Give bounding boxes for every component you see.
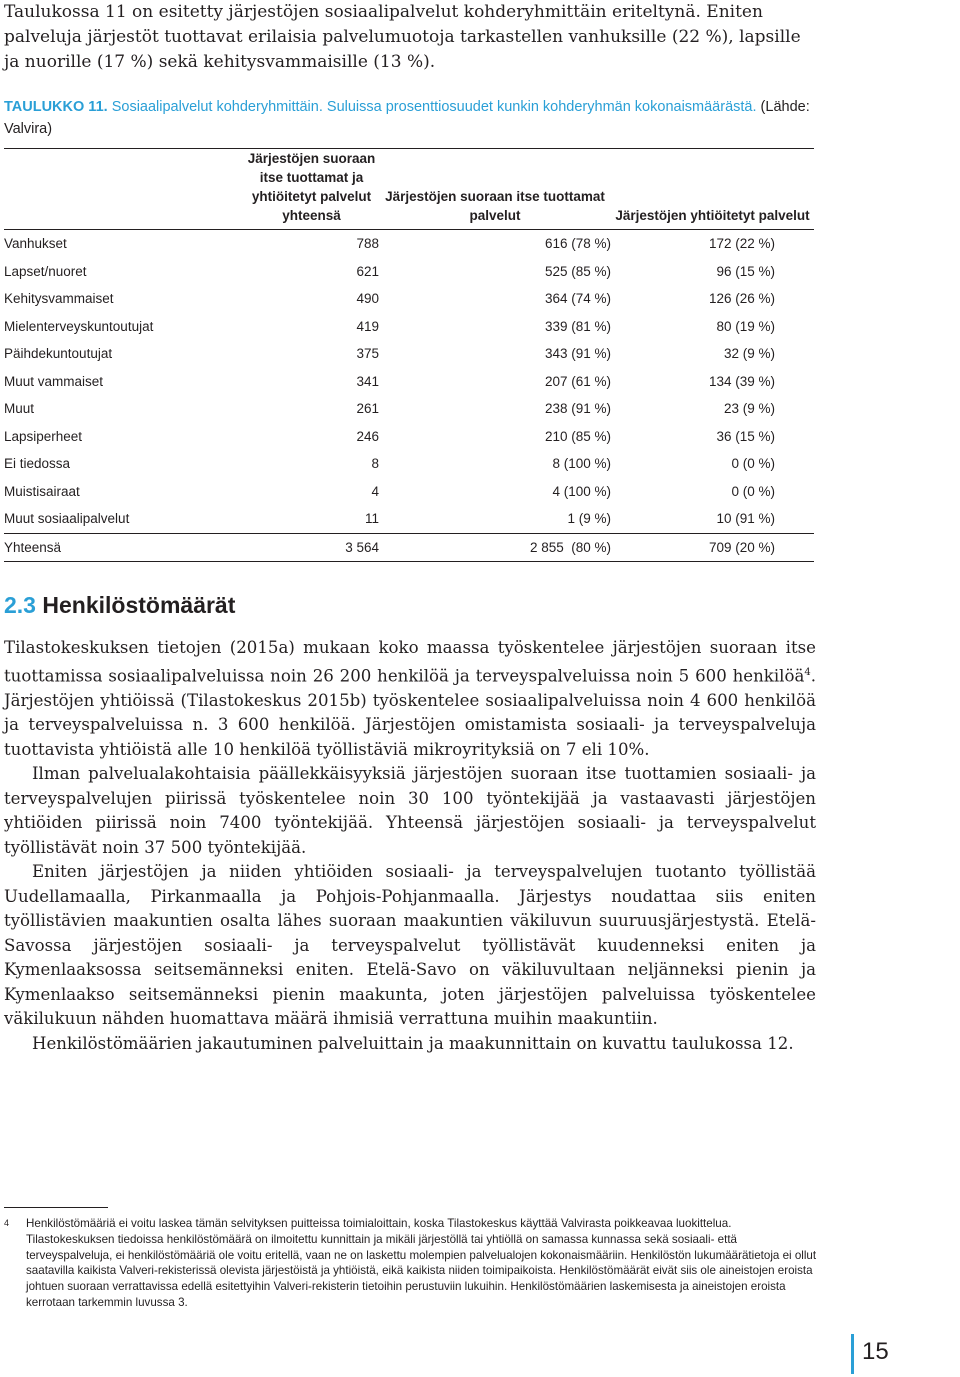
row-label: Muistisairaat [4, 483, 80, 499]
table-row [4, 258, 814, 286]
row-label: Lapset/nuoret [4, 263, 87, 279]
row-direct: 525 (85 %) [544, 263, 611, 279]
footnote [4, 1216, 820, 1311]
row-total: 11 [364, 511, 379, 527]
table-caption [4, 96, 834, 140]
table-row [4, 285, 814, 313]
footnote-text: Henkilöstömääriä ei voitu laskea tämän selvityksen puitteissa toimialoittain, koska Tilastokeskus käyttää Valvirasta poikkeavaa luokittelua. Tilastokeskuksen tiedoissa henkilöstömäärä on ilmoitettu kunnittain ja mikäli järjestöllä tai yhtiöllä on samassa kunnassa sekä sosiaali- että terveyspalveluja, ei henkilöstömääriä ole voitu eritellä, vaan ne on laskettu molempien palvelualojen kokonaismääriin. Henkilöstön lukumäärätietoja ei ollut saatavilla kaikista Valveri-rekisterissä olevista järjestöistä ja yhtiöistä, eikä kaikista niiden toimipaikoista. Henkilöstömäärät eivät siis ole aineistojen eroista johtuen suoraan verrattavissa edellä esitettyihin Valveri-rekisterin tietoihin perustuviin lukuihin. Henkilöstömäärien laskemisesta ja aineistojen eroista kerrotaan tarkemmin luvussa 3. [26, 1217, 817, 1309]
table-header-group [4, 149, 244, 230]
row-companies: 126 (26 %) [708, 291, 775, 307]
row-label: Ei tiedossa [4, 456, 71, 472]
table-header-direct: Järjestöjen suoraan itse tuottamat palvelut [379, 149, 611, 230]
body-paragraph-3: Eniten järjestöjen ja niiden yhtiöiden sosiaali- ja terveyspalvelujen tuotanto työllistää Uudellamaalla, Pirkanmaalla ja Pohjois-Pohjanmaalla. Järjestys noudattaa siis eniten työllistävien maakuntien osalta lähes suoraan maakuntien väkiluvun suuruusjärjestystä. Etelä-Savossa järjestöjen sosiaali- ja terveyspalvelut työllistävät kuudenneksi eniten ja Kymenlaaksossa seitsemänneksi eniten. Etelä-Savo on väkiluvultaan neljänneksi pienin ja Kymenlaakso seitsemänneksi pienin maakunta, joten järjestöjen palveluissa työskentelee väkilukuun nähden huomattava määrä ihmisiä verrattuna muihin maakuntiin. [4, 862, 816, 1029]
row-direct: 8 (100 %) [552, 456, 611, 472]
total-companies: 709 (20 %) [611, 533, 814, 562]
total-direct: 2 855 (80 %) [379, 533, 611, 562]
row-total: 490 [356, 291, 379, 307]
row-label: Vanhukset [4, 236, 67, 252]
table-header-total: Järjestöjen suoraan itse tuottamat ja yhtiöitetyt palvelut yhteensä [244, 149, 379, 230]
row-total: 246 [356, 428, 379, 444]
table-header-companies: Järjestöjen yhtiöitetyt palvelut [611, 149, 814, 230]
section-heading [4, 590, 235, 620]
table-row [4, 340, 814, 368]
row-total: 341 [356, 373, 379, 389]
row-total: 4 [371, 483, 379, 499]
footnote-mark: 4 [4, 1218, 10, 1228]
row-companies: 0 (0 %) [731, 456, 775, 472]
footnote-divider [4, 1207, 108, 1208]
row-direct: 210 (85 %) [544, 428, 611, 444]
row-companies: 10 (91 %) [716, 511, 775, 527]
row-companies: 32 (9 %) [723, 346, 775, 362]
section-title: Henkilöstömäärät [42, 592, 236, 618]
services-by-target-group-table [4, 148, 814, 562]
row-label: Päihdekuntoutujat [4, 346, 113, 362]
table-row [4, 313, 814, 341]
body-paragraph-4: Henkilöstömäärien jakautuminen palveluittain ja maakunnittain on kuvattu taulukossa 12. [32, 1033, 794, 1053]
row-label: Muut vammaiset [4, 373, 104, 389]
row-total: 788 [356, 236, 379, 252]
row-direct: 364 (74 %) [544, 291, 611, 307]
table-header-row [4, 149, 814, 230]
section-number: 2.3 [4, 592, 36, 618]
paragraph-1-text-after: . Järjestöjen yhtiöissä (Tilastokeskus 2015b) työskentelee sosiaalipalveluissa noin 4 600 henkilöä ja terveyspalveluissa n. 3 600 henkilöä. Järjestöjen omistamista sosiaali- ja terveyspalveluja tuottavista yhtiöistä alle 10 henkilöä työllistäviä mikroyrityksiä on 7 eli 10%. [4, 666, 816, 759]
row-total: 375 [356, 346, 379, 362]
row-total: 419 [356, 318, 379, 334]
row-total: 8 [371, 456, 379, 472]
row-label: Muut [4, 401, 35, 417]
table-row [4, 368, 814, 396]
table-caption-label: TAULUKKO 11. [4, 99, 108, 115]
table-caption-title: Sosiaalipalvelut kohderyhmittäin. [111, 99, 323, 115]
row-direct: 1 (9 %) [567, 511, 611, 527]
row-companies: 172 (22 %) [708, 236, 775, 252]
row-total: 261 [356, 401, 379, 417]
page-number: 15 [862, 1338, 889, 1365]
row-direct: 339 (81 %) [544, 318, 611, 334]
row-companies: 80 (19 %) [716, 318, 775, 334]
row-label: Kehitysvammaiset [4, 291, 114, 307]
row-direct: 207 (61 %) [544, 373, 611, 389]
total-label: Yhteensä [4, 533, 244, 562]
row-label: Muut sosiaalipalvelut [4, 511, 130, 527]
paragraph-1-text: Tilastokeskuksen tietojen (2015a) mukaan koko maassa työskentelee järjestöjen suoraan itse tuottamissa sosiaalipalveluissa noin 26 200 henkilöä ja terveyspalveluissa noin 5 600 henkilöä [4, 638, 816, 686]
section-body [4, 636, 816, 1056]
body-paragraph-1 [4, 636, 816, 762]
table-row [4, 395, 814, 423]
table-row [4, 478, 814, 506]
total-all: 3 564 [244, 533, 379, 562]
page-number-bar [851, 1334, 854, 1374]
row-companies: 96 (15 %) [716, 263, 775, 279]
row-companies: 36 (15 %) [716, 428, 775, 444]
row-direct: 4 (100 %) [552, 483, 611, 499]
body-paragraph-2: Ilman palvelualakohtaisia päällekkäisyyksiä järjestöjen suoraan itse tuottamien sosiaali- ja terveyspalvelujen piirissä työskentelee noin 30 100 työntekijää ja vastaavasti järjestöjen yhtiöiden piirissä noin 7400 työntekijää. Yhteensä järjestöjen sosiaali- ja terveyspalvelut työllistävät noin 37 500 työntekijää. [4, 764, 816, 857]
table-row [4, 505, 814, 533]
table-row [4, 230, 814, 258]
row-direct: 343 (91 %) [544, 346, 611, 362]
row-label: Lapsiperheet [4, 428, 83, 444]
table-row [4, 423, 814, 451]
intro-paragraph: Taulukossa 11 on esitetty järjestöjen sosiaalipalvelut kohderyhmittäin eriteltynä. Eniten palveluja järjestöt tuottavat erilaisia palvelumuotoja tarkastellen vanhuksille (22 %), lapsille ja nuorille (17 %) sekä kehitysvammaisille (13 %). [4, 2, 801, 72]
row-total: 621 [356, 263, 379, 279]
row-direct: 238 (91 %) [544, 401, 611, 417]
row-direct: 616 (78 %) [544, 236, 611, 252]
row-label: Mielenterveyskuntoutujat [4, 318, 154, 334]
footnote-reference: 4 [804, 666, 811, 678]
row-companies: 23 (9 %) [723, 401, 775, 417]
table-caption-subtitle: Suluissa prosenttiosuudet kunkin kohderyhmän kokonaismäärästä. [326, 99, 757, 115]
row-companies: 0 (0 %) [731, 483, 775, 499]
table-caption-source: (Lähde: Valvira) [4, 99, 810, 137]
table-total-row [4, 533, 814, 562]
row-companies: 134 (39 %) [708, 373, 775, 389]
table-row [4, 450, 814, 478]
